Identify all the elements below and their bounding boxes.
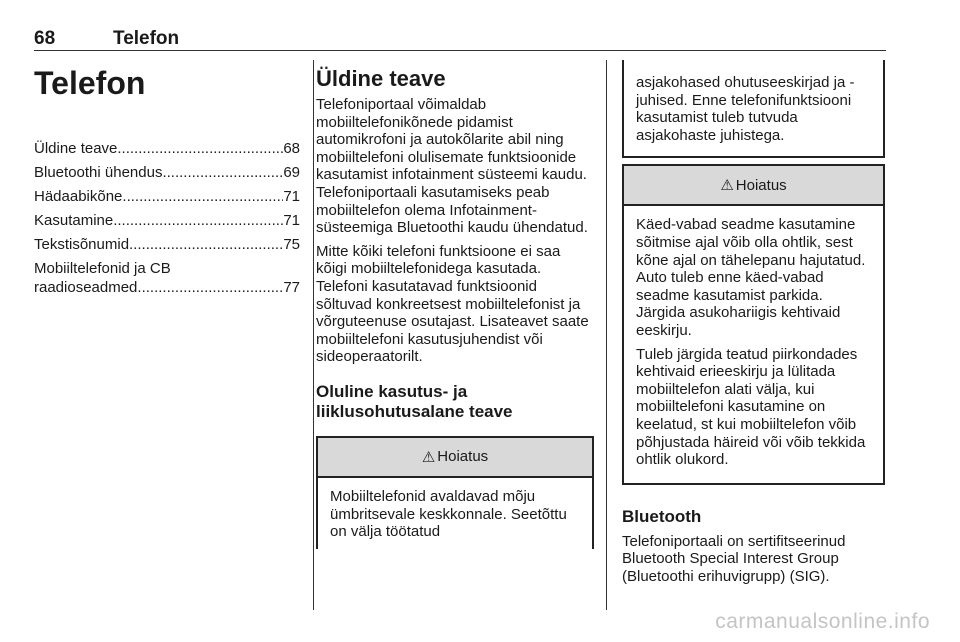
page-header xyxy=(34,28,886,52)
toc-entry[interactable] xyxy=(34,259,300,297)
main-column xyxy=(316,66,594,549)
column-divider-1 xyxy=(313,60,314,610)
section-heading-bluetooth: Bluetooth xyxy=(622,506,702,526)
chapter-title: Telefon xyxy=(34,65,146,101)
toc-entry[interactable] xyxy=(34,211,300,230)
toc-entry-label: Üldine teave xyxy=(34,140,118,157)
paragraph: Telefoniportaali on sertifitseerinud Bluetooth Special Interest Group (Bluetoothi erihuvigrupp) (SIG). xyxy=(622,532,846,585)
page-number: 68 xyxy=(34,28,56,49)
warning-box-header xyxy=(318,438,592,478)
toc-entry[interactable] xyxy=(34,235,300,254)
watermark: carmanualsonline.info xyxy=(715,610,930,633)
toc-entry-label: Hädaabikõne xyxy=(34,188,123,205)
toc-entry-label: Kasutamine xyxy=(34,212,114,229)
toc-leader xyxy=(117,139,283,158)
toc-entry[interactable] xyxy=(34,163,300,182)
toc-leader xyxy=(137,278,283,297)
right-column xyxy=(622,60,885,591)
paragraph: Telefoniportaal võimaldab mobiiltelefonikõnede pidamist automikrofoni ja autokõlarite abil ning mobiiltelefoni olulisemate funktsioonide kasutamist infotainment süsteemi kaudu. Telefoniportaali kasutamiseks peab mobiiltelefon olema Infotainment-süsteemiga Bluetoothi kaudu ühendatud. xyxy=(316,96,588,237)
warning-text: Käed-vabad seadme kasutamine sõitmise ajal võib olla ohtlik, sest kõne ajal on tähelepanu hajutatud. Auto tuleb enne käed-vabad seadme kasutamist parkida. Järgida asukohariigis kehtivaid eeskirju. xyxy=(636,216,866,339)
warning-triangle-icon: ⚠ xyxy=(720,177,734,195)
warning-box-title: Hoiatus xyxy=(437,448,489,466)
warning-box-continued xyxy=(622,60,885,158)
warning-text: Tuleb järgida teatud piirkondades kehtivaid erieeskirju ja lülitada mobiiltelefon alati välja, kui mobiiltelefoni kasutamine on keelatud, st kui mobiiltelefon võib põhjustada häireid või võib tekkida ohtlik olukord. xyxy=(636,345,866,469)
toc-leader xyxy=(129,235,283,254)
toc-leader xyxy=(122,187,283,206)
toc-entry-label-line1: Mobiiltelefonid ja CB xyxy=(34,260,171,277)
warning-box-body xyxy=(624,60,883,156)
section-heading-safety: Oluline kasutus- ja liiklusohutusalane teave xyxy=(316,381,513,421)
toc-entry-page: 77 xyxy=(283,279,300,296)
toc-entry-label: Bluetoothi ühendus xyxy=(34,164,163,181)
toc-column xyxy=(34,64,300,302)
warning-box xyxy=(316,436,594,549)
column-divider-2 xyxy=(606,60,607,610)
toc-entry-page: 71 xyxy=(283,188,300,205)
warning-text: asjakohased ohutuseeskirjad ja -juhised. Enne telefonifunktsiooni kasutamist tuleb tutvuda asjakohaste juhistega. xyxy=(636,74,855,144)
toc-entry-page: 69 xyxy=(283,164,300,181)
warning-box-title: Hoiatus xyxy=(735,176,787,194)
warning-box-body xyxy=(318,478,592,549)
warning-box xyxy=(622,164,885,484)
warning-box-header xyxy=(624,166,883,206)
toc-entry-page: 71 xyxy=(283,212,300,229)
toc-entry-page: 75 xyxy=(283,236,300,253)
warning-box-body xyxy=(624,206,883,482)
header-rule xyxy=(34,50,886,51)
toc-entry[interactable] xyxy=(34,139,300,158)
warning-triangle-icon: ⚠ xyxy=(421,448,436,466)
toc-leader xyxy=(162,163,283,182)
paragraph: Mitte kõiki telefoni funktsioone ei saa kõigi mobiiltelefonidega kasutada. Telefoni kasutatavad funktsioonid sõltuvad konkreetsest mobiiltelefonist ja võrguteenuse osutajast. Lisateavet saate mobiiltelefoni kasutusjuhendist või sideoperaatorilt. xyxy=(316,242,589,366)
toc-entry[interactable] xyxy=(34,187,300,206)
toc-entry-label: Tekstisõnumid xyxy=(34,236,130,253)
toc-entry-page: 68 xyxy=(283,140,300,157)
toc-leader xyxy=(113,211,283,230)
section-heading-general: Üldine teave xyxy=(316,66,446,91)
warning-text: Mobiiltelefonid avaldavad mõju ümbritsevale keskkonnale. Seetõttu on välja töötatud xyxy=(330,487,567,541)
running-title: Telefon xyxy=(113,28,180,49)
toc-entry-label-line2: raadioseadmed xyxy=(34,279,138,296)
